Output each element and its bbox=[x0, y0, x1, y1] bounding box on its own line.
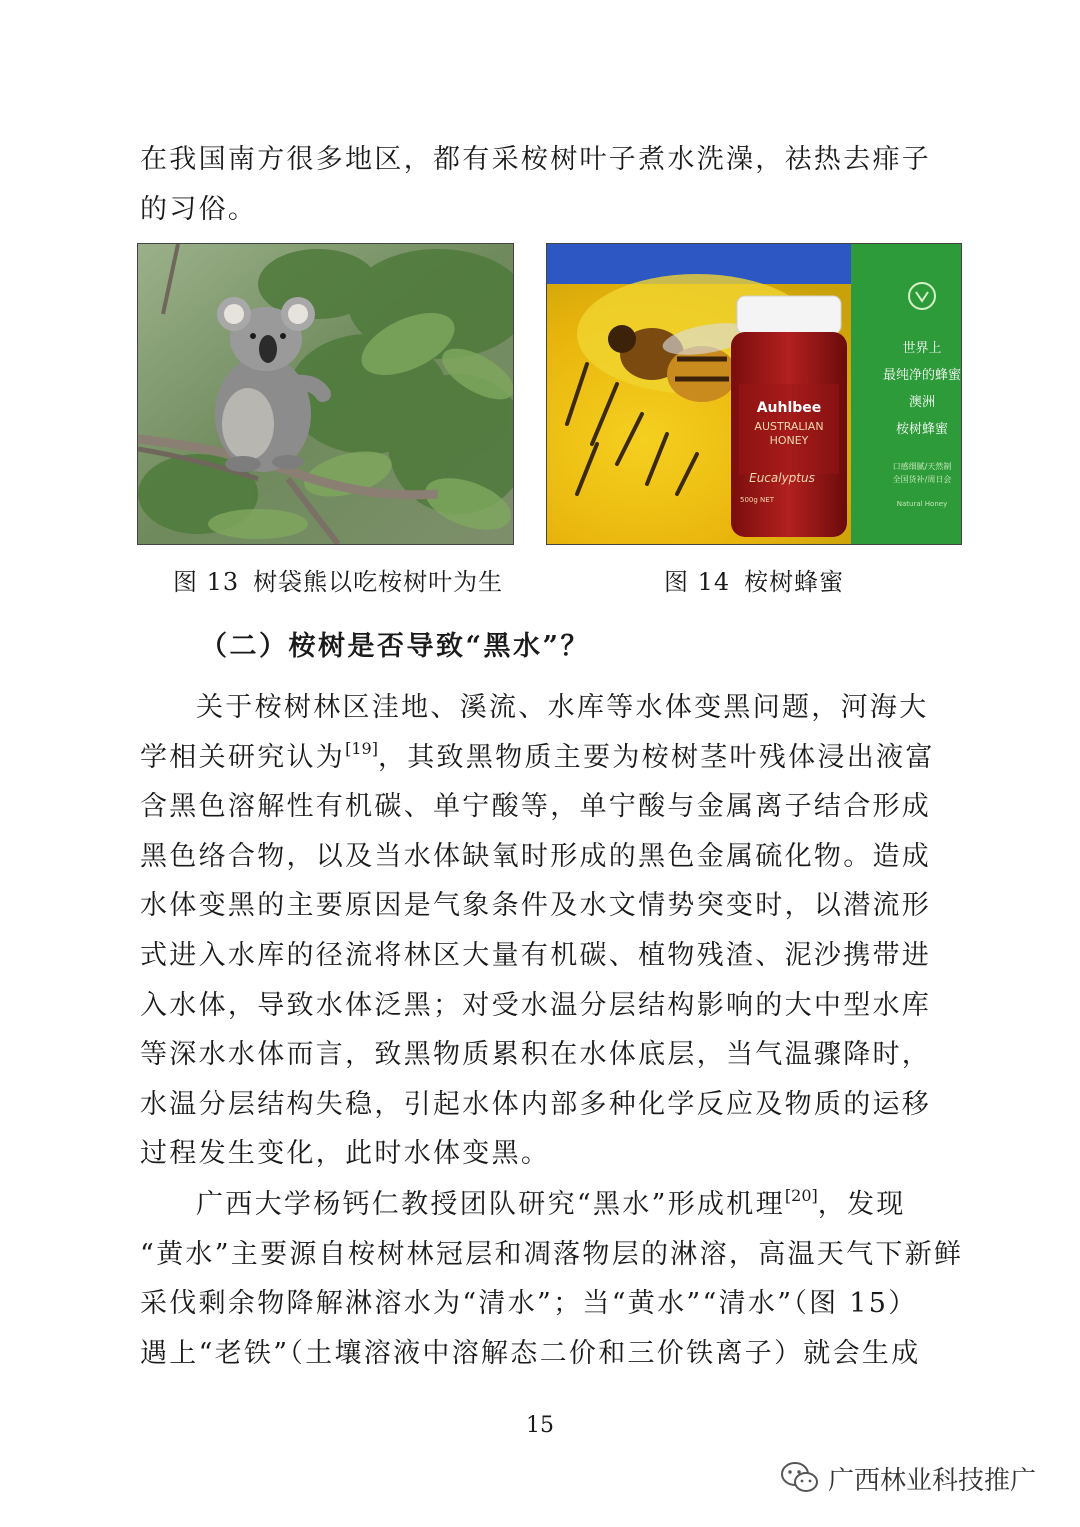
figure-13-text: 树袋熊以吃桉树叶为生 bbox=[253, 568, 504, 596]
text-line: 水体变黑的主要原因是气象条件及水文情势突变时，以潜流形 bbox=[140, 890, 932, 922]
text-segment: 广西大学杨钙仁教授团队研究“黑水”形成机理 bbox=[196, 1189, 785, 1220]
watermark-text: 广西林业科技推广 bbox=[828, 1465, 1037, 1496]
honey-panel-line4: 桉树蜂蜜 bbox=[895, 422, 949, 437]
figure-13-caption bbox=[173, 562, 503, 597]
figure-13-number: 图 13 bbox=[173, 568, 240, 596]
text-segment: ，发现 bbox=[817, 1189, 906, 1220]
paragraph-2 bbox=[140, 683, 952, 1179]
text-line: 在我国南方很多地区，都有采桉树叶子煮水洗澡，祛热去痱子 bbox=[140, 144, 932, 175]
figure-14-text: 桉树蜂蜜 bbox=[744, 568, 845, 596]
figure-14-caption bbox=[664, 562, 844, 597]
section-heading: （二）桉树是否导致“黑水”？ bbox=[200, 631, 591, 662]
text-line bbox=[140, 733, 952, 783]
text-line: 关于桉树林区洼地、溪流、水库等水体变黑问题，河海大 bbox=[196, 692, 929, 723]
honey-panel-small3: Natural Honey bbox=[896, 500, 948, 508]
text-line: 过程发生变化，此时水体变黑。 bbox=[140, 1138, 551, 1170]
citation-20: [20] bbox=[784, 1186, 818, 1205]
text-segment: ，其致黑物质主要为桉树茎叶残体浸出液富 bbox=[377, 741, 935, 773]
text-line: 的习俗。 bbox=[140, 193, 258, 225]
figure-14-number: 图 14 bbox=[664, 568, 731, 596]
text-line bbox=[140, 1180, 952, 1230]
figure-14-honey-photo bbox=[546, 243, 962, 545]
text-line: 采伐剩余物降解淋溶水为“清水”；当“黄水”“清水”（图 15） bbox=[140, 1288, 918, 1320]
figure-13-koala-photo bbox=[137, 243, 514, 545]
text-line: 入水体，导致水体泛黑；对受水温分层结构影响的大中型水库 bbox=[140, 989, 932, 1021]
honey-panel-line2: 最纯净的蜂蜜 bbox=[882, 368, 961, 383]
paragraph-1 bbox=[140, 135, 952, 234]
honey-label-line2: HONEY bbox=[769, 434, 809, 447]
text-segment: 学相关研究认为 bbox=[140, 741, 346, 773]
text-line: 遇上“老铁”（土壤溶液中溶解态二价和三价铁离子）就会生成 bbox=[140, 1337, 921, 1369]
citation-19: [19] bbox=[345, 738, 378, 758]
wechat-watermark bbox=[780, 1458, 1036, 1498]
paragraph-3 bbox=[140, 1180, 964, 1378]
honey-panel-line1: 世界上 bbox=[902, 341, 942, 356]
text-line: 黑色络合物，以及当水体缺氧时形成的黑色金属硫化物。造成 bbox=[140, 840, 932, 872]
honey-panel-small2: 全国货补/周日会 bbox=[892, 475, 952, 484]
wechat-icon bbox=[780, 1461, 820, 1495]
honey-label-line1: AUSTRALIAN bbox=[754, 420, 824, 433]
honey-brand: Auhlbee bbox=[756, 400, 822, 416]
honey-label-weight: 500g NET bbox=[740, 496, 774, 504]
page-number: 15 bbox=[526, 1413, 554, 1438]
text-line: “黄水”主要源自桉树林冠层和凋落物层的淋溶，高温天气下新鲜 bbox=[140, 1238, 964, 1270]
text-line: 式进入水库的径流将林区大量有机碳、植物残渣、泥沙携带进 bbox=[140, 939, 932, 971]
honey-label-script: Eucalyptus bbox=[749, 471, 815, 485]
honey-panel-line3: 澳洲 bbox=[908, 395, 936, 410]
honey-panel-small1: 口感细腻/天然制 bbox=[892, 462, 952, 471]
text-line: 水温分层结构失稳，引起水体内部多种化学反应及物质的运移 bbox=[140, 1088, 932, 1120]
text-line: 含黑色溶解性有机碳、单宁酸等，单宁酸与金属离子结合形成 bbox=[140, 791, 932, 823]
text-line: 等深水水体而言，致黑物质累积在水体底层，当气温骤降时， bbox=[140, 1039, 932, 1071]
